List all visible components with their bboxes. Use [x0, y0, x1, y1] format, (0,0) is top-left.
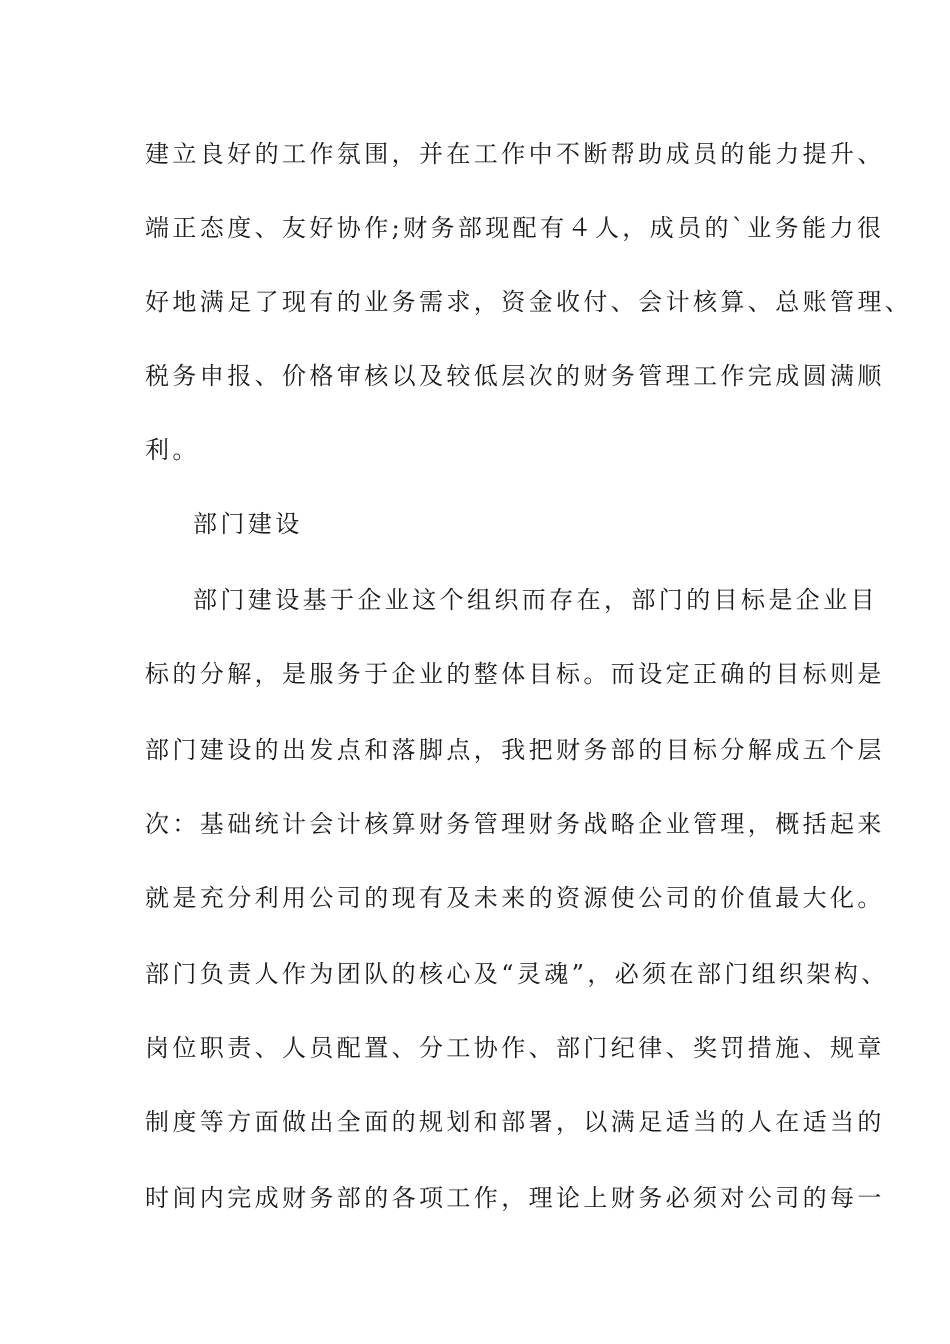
text-line: 次：基础统计会计核算财务管理财务战略企业管理，概括起来: [145, 810, 885, 838]
text-line: 税务申报、价格审核以及较低层次的财务管理工作完成圆满顺: [145, 362, 885, 390]
text-line: 建立良好的工作氛围，并在工作中不断帮助成员的能力提升、: [145, 140, 885, 168]
text-line: 标的分解，是服务于企业的整体目标。而设定正确的目标则是: [145, 660, 885, 688]
text-line: 就是充分利用公司的现有及未来的资源使公司的价值最大化。: [145, 884, 885, 912]
section-heading: 部门建设: [193, 510, 303, 538]
text-line: 好地满足了现有的业务需求，资金收付、会计核算、总账管理、: [145, 288, 913, 316]
text-line: 利。: [145, 436, 200, 464]
text-line: 岗位职责、人员配置、分工协作、部门纪律、奖罚措施、规章: [145, 1034, 885, 1062]
text-line: 端正态度、友好协作;财务部现配有４人，成员的`业务能力很: [145, 214, 885, 242]
text-line: 时间内完成财务部的各项工作，理论上财务必须对公司的每一: [145, 1184, 885, 1212]
text-line: 部门建设的出发点和落脚点，我把财务部的目标分解成五个层: [145, 736, 885, 764]
text-line: 制度等方面做出全面的规划和部署，以满足适当的人在适当的: [145, 1108, 885, 1136]
text-line: 部门建设基于企业这个组织而存在，部门的目标是企业目: [193, 586, 878, 614]
text-line: 部门负责人作为团队的核心及“灵魂”，必须在部门组织架构、: [145, 960, 889, 988]
